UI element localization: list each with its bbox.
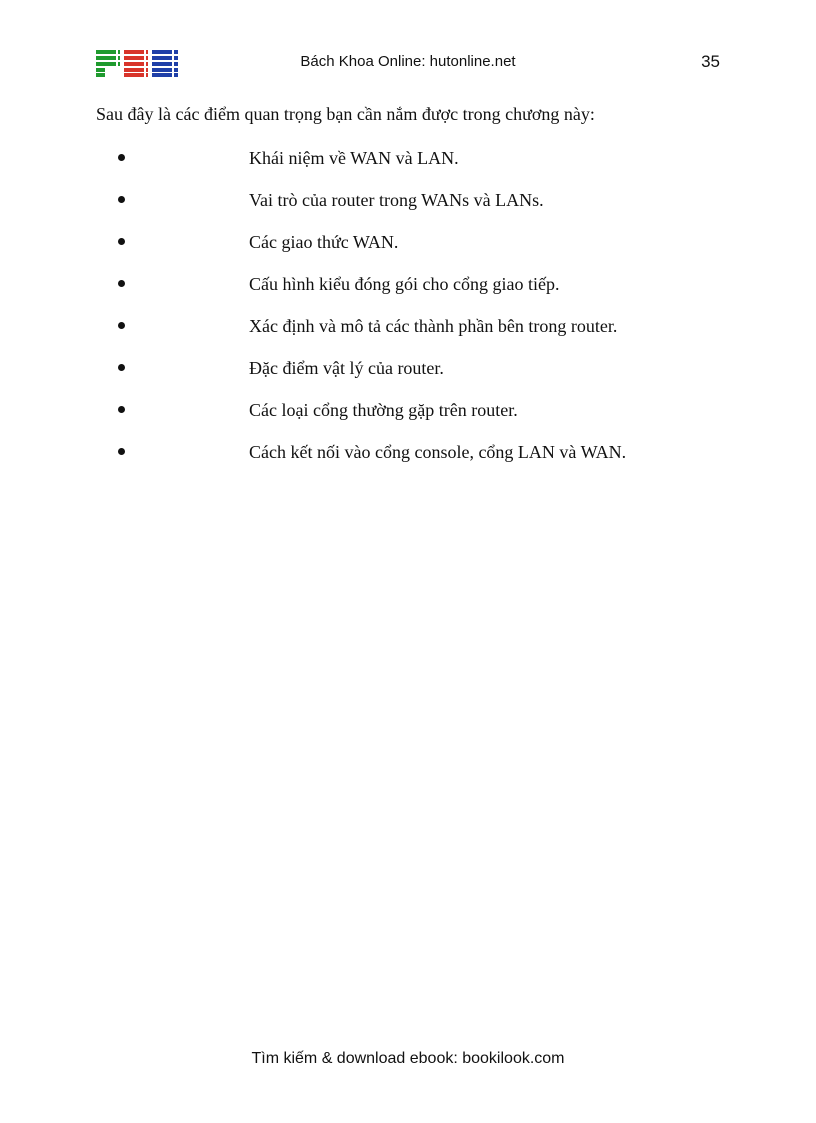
bullet-icon (118, 406, 125, 413)
list-item: Các loại cổng thường gặp trên router. (0, 398, 816, 440)
list-item: Khái niệm về WAN và LAN. (0, 146, 816, 188)
bullet-icon (118, 364, 125, 371)
list-item: Vai trò của router trong WANs và LANs. (0, 188, 816, 230)
bullet-icon (118, 154, 125, 161)
intro-text: Sau đây là các điểm quan trọng bạn cần nắm được trong chương này: (96, 104, 595, 124)
footer-text: Tìm kiếm & download ebook: bookilook.com (251, 1050, 565, 1067)
list-item: Xác định và mô tả các thành phần bên trong router. (0, 314, 816, 356)
header-title-text: Bách Khoa Online: hutonline.net (300, 53, 516, 70)
list-item: Đặc điểm vật lý của router. (0, 356, 816, 398)
bullet-icon (118, 238, 125, 245)
key-points-list (0, 146, 816, 482)
page-number: 35 (701, 52, 720, 71)
bullet-icon (118, 280, 125, 287)
header-title (0, 53, 816, 70)
bullet-icon (118, 322, 125, 329)
bullet-icon (118, 196, 125, 203)
list-item: Cách kết nối vào cổng console, cổng LAN và WAN. (0, 440, 816, 482)
bullet-icon (118, 448, 125, 455)
list-item: Cấu hình kiểu đóng gói cho cổng giao tiếp. (0, 272, 816, 314)
list-item: Các giao thức WAN. (0, 230, 816, 272)
